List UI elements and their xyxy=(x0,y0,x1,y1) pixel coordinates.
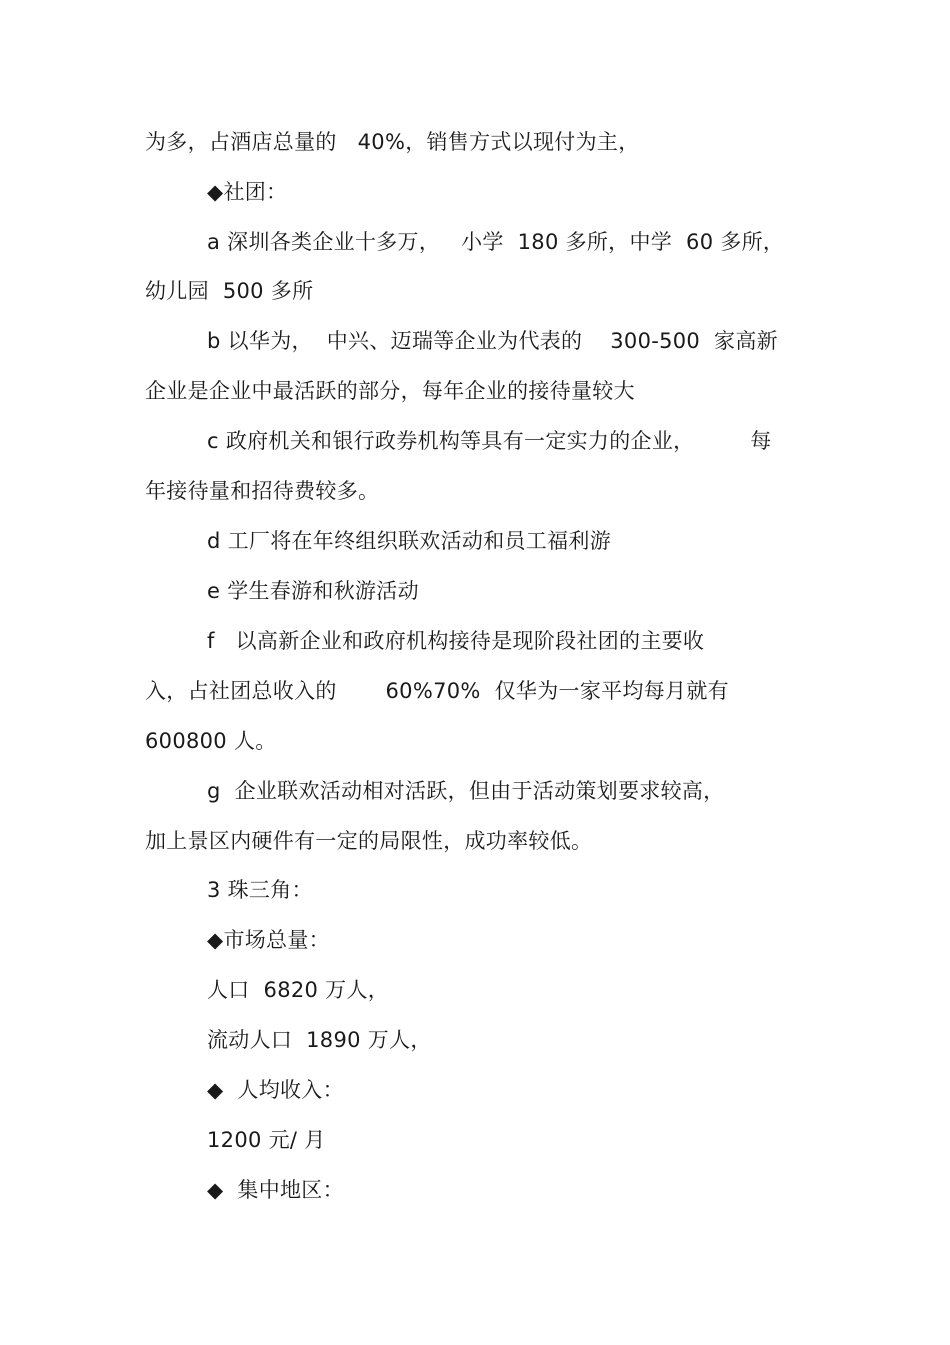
text-line-22: ◆ 集中地区： xyxy=(207,1178,344,1202)
text-line-16: 3 珠三角： xyxy=(207,878,313,902)
text-line-17: ◆市场总量： xyxy=(207,928,330,952)
text-line-12: 入，占社团总收入的 60%70% 仅华为一家平均每月就有 xyxy=(145,679,729,703)
text-line-11: f 以高新企业和政府机构接待是现阶段社团的主要收 xyxy=(207,629,705,653)
text-line-1: 为多，占酒店总量的 40%，销售方式以现付为主， xyxy=(145,130,640,154)
text-line-8: 年接待量和招待费较多。 xyxy=(145,479,380,503)
text-line-5: b 以华为， 中兴、迈瑞等企业为代表的 300-500 家高新 xyxy=(207,329,778,353)
text-line-9: d 工厂将在年终组织联欢活动和员工福利游 xyxy=(207,529,612,553)
text-line-6: 企业是企业中最活跃的部分，每年企业的接待量较大 xyxy=(145,379,635,403)
text-line-3: a 深圳各类企业十多万， 小学 180 多所，中学 60 多所， xyxy=(207,230,785,254)
text-line-19: 流动人口 1890 万人， xyxy=(207,1028,432,1052)
text-line-7: c 政府机关和银行政券机构等具有一定实力的企业， 每 xyxy=(207,429,772,453)
text-line-20: ◆ 人均收入： xyxy=(207,1078,344,1102)
text-line-4: 幼儿园 500 多所 xyxy=(145,279,314,303)
text-line-2: ◆社团： xyxy=(207,180,288,204)
text-line-14: g 企业联欢活动相对活跃，但由于活动策划要求较高， xyxy=(207,779,725,803)
text-line-15: 加上景区内硬件有一定的局限性，成功率较低。 xyxy=(145,829,593,853)
text-line-18: 人口 6820 万人， xyxy=(207,978,390,1002)
text-line-10: e 学生春游和秋游活动 xyxy=(207,579,419,603)
text-line-13: 600800 人。 xyxy=(145,729,277,753)
text-line-21: 1200 元/ 月 xyxy=(207,1128,326,1152)
